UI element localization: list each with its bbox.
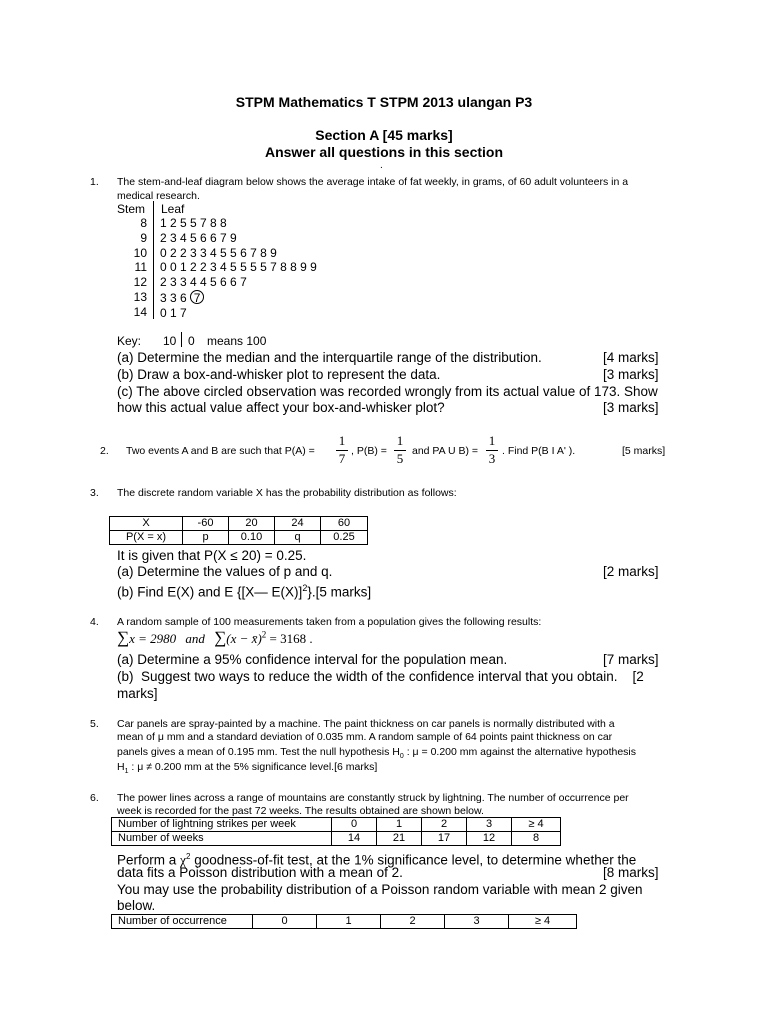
stem-value: 12 [133, 275, 147, 290]
q1-part-c-marks: [3 marks] [603, 400, 659, 415]
table-cell: 24 [275, 517, 321, 531]
table-cell: -60 [183, 517, 229, 531]
fraction-denominator: 7 [338, 451, 346, 466]
table-cell: 12 [467, 832, 512, 846]
table-cell: 1 [317, 915, 381, 929]
q4-number: 4. [90, 616, 99, 628]
section-heading: Section A [45 marks] [315, 127, 453, 143]
table-cell: Number of lightning strikes per week [112, 818, 332, 832]
q2-pb-label: , P(B) = [351, 445, 387, 457]
and-word: and [185, 631, 205, 646]
leaf-row: 0 0 1 2 2 3 4 5 5 5 5 7 8 8 9 9 [160, 260, 317, 275]
leaf-row-13: 3 3 6 [160, 290, 187, 305]
table-cell: p [183, 531, 229, 545]
key-stem: 10 [163, 334, 177, 348]
table-row [110, 531, 368, 545]
table-cell: ≥ 4 [509, 915, 577, 929]
sum-sq-exponent: 2 [261, 629, 267, 640]
sigma-symbol: ∑ [117, 628, 130, 647]
leaf-header: Leaf [161, 202, 185, 216]
q5-line2: mean of μ mm and a standard deviation of 0.035 mm. A random sample of 64 points paint thickness on car [117, 731, 613, 743]
q3-part-a: (a) Determine the values of p and q. [117, 564, 333, 579]
key-leaf: 0 [188, 334, 195, 348]
stem-value: 8 [140, 216, 147, 230]
q6-line2: week is recorded for the past 72 weeks. The results obtained are shown below. [117, 805, 484, 817]
q3-number: 3. [90, 487, 99, 499]
q2-number: 2. [100, 445, 109, 457]
leaf-row: 1 2 5 5 7 8 8 [160, 216, 227, 230]
table-cell: 0 [253, 915, 317, 929]
q1-part-c-line1: (c) The above circled observation was recorded wrongly from its actual value of 173. Show [117, 384, 658, 399]
table-cell: Number of occurrence [112, 915, 253, 929]
table-row [112, 818, 561, 832]
q2-find: . Find P(B I A' ). [502, 445, 576, 457]
stem-leaf-divider [153, 201, 154, 319]
q6-para1-pre: Perform a [117, 852, 181, 868]
q1-part-b-marks: [3 marks] [603, 367, 659, 382]
table-cell: 3 [445, 915, 509, 929]
leaf-column [160, 216, 317, 321]
stem-value: 9 [140, 230, 147, 245]
sum-sq: (x − x̄) [226, 631, 262, 646]
fraction-numerator: 1 [396, 433, 404, 448]
section-instruction: Answer all questions in this section [264, 144, 504, 160]
leaf-row [160, 290, 317, 306]
chi-symbol: χ [180, 852, 187, 868]
q6-para2-marks: [8 marks] [603, 865, 659, 880]
q3-probability-table [109, 516, 368, 545]
circled-leaf: 7 [190, 290, 204, 304]
table-cell: 8 [512, 832, 561, 846]
fraction-pb [393, 433, 407, 467]
q5-line1: Car panels are spray-painted by a machine. The paint thickness on car panels is normally distributed with a [117, 718, 615, 730]
q4-part-b-line2: marks] [117, 686, 158, 701]
q3-part-b [117, 580, 371, 601]
table-cell: 2 [422, 818, 467, 832]
q5-line4-text: : μ ≠ 0.200 mm at the 5% significance level.[6 marks] [128, 761, 378, 773]
table-cell: ≥ 4 [512, 818, 561, 832]
fraction-pa [335, 433, 349, 467]
sigma-symbol: ∑ [214, 628, 227, 647]
table-cell: P(X = x) [110, 531, 183, 545]
stray-dot: . [380, 160, 383, 171]
q6-line1: The power lines across a range of mountains are constantly struck by lightning. The number of occurrence per [117, 792, 629, 804]
table-cell: X [110, 517, 183, 531]
stem-value: 10 [133, 245, 147, 260]
q5-number: 5. [90, 718, 99, 730]
q2-marks: [5 marks] [622, 445, 666, 457]
stem-value: 13 [133, 289, 147, 304]
fraction-numerator: 1 [338, 433, 346, 448]
table-cell: 21 [377, 832, 422, 846]
table-cell: 0.10 [229, 531, 275, 545]
key-divider [181, 332, 182, 347]
q6-para4: below. [117, 898, 156, 913]
q1-part-c-line2: how this actual value affect your box-and-whisker plot? [117, 400, 445, 415]
table-row [110, 517, 368, 531]
q4-part-b-line1: (b) Suggest two ways to reduce the width of the confidence interval that you obtain. [2 [117, 669, 644, 684]
table-cell: q [275, 531, 321, 545]
table-cell: 0.25 [321, 531, 368, 545]
q4-text: A random sample of 100 measurements taken from a population gives the following results: [117, 616, 542, 628]
q6-lightning-table [111, 817, 561, 846]
fraction-denominator: 5 [396, 451, 404, 466]
table-cell: 14 [332, 832, 377, 846]
q3-text: The discrete random variable X has the probability distribution as follows: [117, 487, 457, 499]
leaf-row: 0 2 2 3 3 4 5 5 6 7 8 9 [160, 245, 277, 260]
stem-column [117, 216, 147, 320]
stem-value: 14 [133, 304, 147, 319]
q6-number: 6. [90, 792, 99, 804]
table-cell: 2 [381, 915, 445, 929]
leaf-row: 2 3 3 4 4 5 6 6 7 [160, 275, 247, 290]
fraction-paub [485, 433, 499, 467]
q3-part-b-text: (b) Find E(X) and E {[X— E(X)] [117, 584, 303, 600]
table-cell: 0 [332, 818, 377, 832]
fraction-numerator: 1 [488, 433, 496, 448]
table-row [112, 915, 577, 929]
h1-symbol: H [117, 761, 125, 773]
table-cell: 20 [229, 517, 275, 531]
table-cell: 60 [321, 517, 368, 531]
key-label: Key: [117, 334, 142, 348]
q6-para1-post: goodness-of-fit test, at the 1% significance level, to determine whether the [190, 852, 637, 868]
q5-line3-post: : μ = 0.200 mm against the alternative hypothesis [403, 746, 637, 758]
q3-part-a-marks: [2 marks] [603, 564, 659, 579]
q5-line3-text: panels gives a mean of 0.195 mm. Test the null hypothesis H [117, 746, 400, 758]
leaf-row: 2 3 4 5 6 6 7 9 [160, 230, 237, 245]
table-cell: 17 [422, 832, 467, 846]
stem-header: Stem [117, 202, 146, 216]
q2-lead: Two events A and B are such that P(A) = [126, 445, 315, 457]
q1-part-b: (b) Draw a box-and-whisker plot to represent the data. [117, 367, 441, 382]
q1-number: 1. [90, 176, 99, 188]
table-cell: 1 [377, 818, 422, 832]
sum-sq-value: = 3168 . [269, 631, 313, 646]
sum-x: x = 2980 [129, 631, 177, 646]
q6-poisson-table [111, 914, 577, 929]
q3-given: It is given that P(X ≤ 20) = 0.25. [117, 548, 307, 563]
leaf-row: 0 1 7 [160, 305, 187, 320]
q4-formula [117, 628, 313, 648]
key-meaning: means 100 [207, 334, 267, 348]
table-cell: Number of weeks [112, 832, 332, 846]
q1-text-line1: The stem-and-leaf diagram below shows the average intake of fat weekly, in grams, of 60 adult volunteers in a [117, 176, 629, 188]
q3-part-b-exponent: 2 [302, 583, 308, 593]
q4-part-a-marks: [7 marks] [603, 652, 659, 667]
q3-part-b-marks: }.[5 marks] [307, 584, 372, 600]
chi-exponent: 2 [186, 852, 191, 861]
h0-subscript: 0 [399, 753, 404, 761]
q1-part-a: (a) Determine the median and the interquartile range of the distribution. [117, 350, 542, 365]
q5-line4 [117, 760, 377, 779]
q6-para3: You may use the probability distribution of a Poisson random variable with mean 2 given [117, 882, 643, 897]
h1-subscript: 1 [124, 768, 129, 776]
fraction-denominator: 3 [488, 451, 496, 466]
table-row [112, 832, 561, 846]
q1-text-line2: medical research. [117, 190, 200, 202]
stem-value: 11 [134, 260, 147, 275]
table-cell: 3 [467, 818, 512, 832]
q1-part-a-marks: [4 marks] [603, 350, 659, 365]
q2-pab-label: and PA U B) = [412, 445, 479, 457]
q4-part-a: (a) Determine a 95% confidence interval for the population mean. [117, 652, 508, 667]
q6-para2: data fits a Poisson distribution with a mean of 2. [117, 865, 403, 880]
page-title: STPM Mathematics T STPM 2013 ulangan P3 [235, 94, 533, 110]
